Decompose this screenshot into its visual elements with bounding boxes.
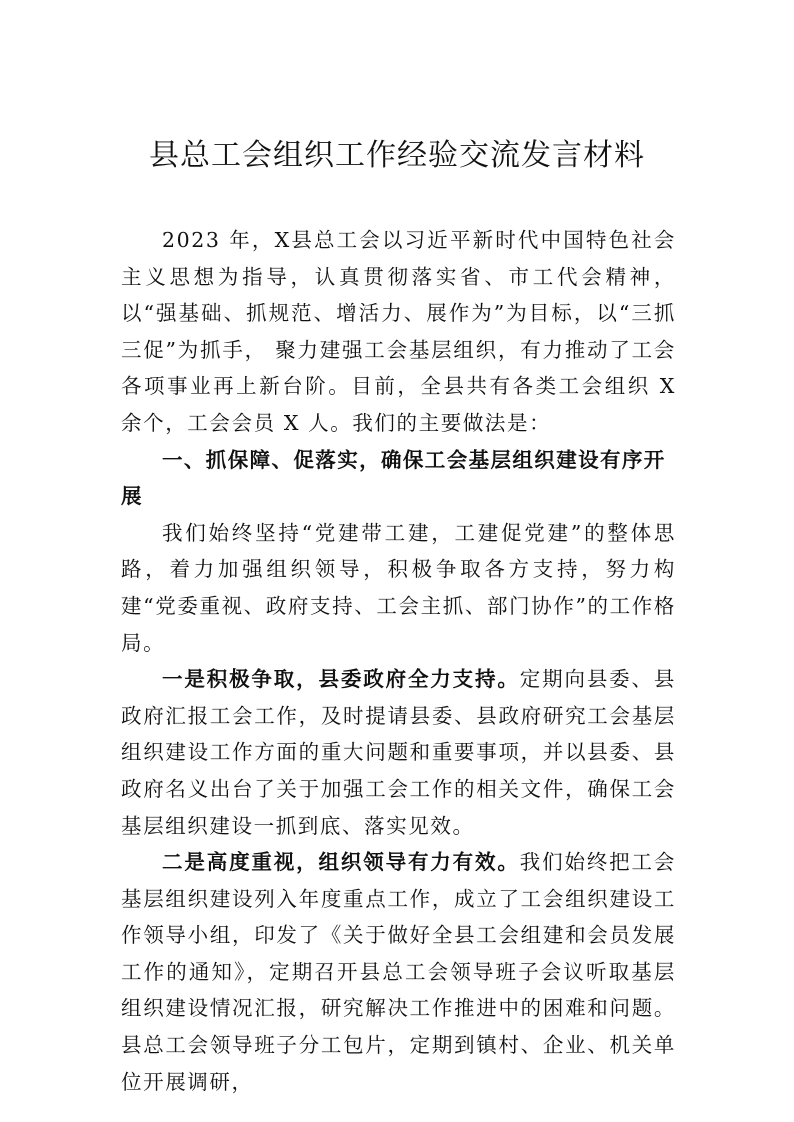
point-1-text: 定期向县委、县政府汇报工会工作，及时提请县委、县政府研究工会基层组织建设工作方面的重大问题和重要事项，并以县委、县政府名义出台了关于加强工会工作的相关文件，确保工会基层组织建设一抓到底、落实见效。 — [121, 667, 677, 838]
point-2-lead: 二是高度重视，组织领导有力有效。 — [162, 850, 520, 875]
section-heading-1: 一、抓保障、促落实，确保工会基层组织建设有序开展 — [121, 447, 666, 509]
section-1-paragraph: 我们始终坚持“党建带工建，工建促党建”的整体思路，着力加强组织领导，积极争取各方支持，努力构建“党委重视、政府支持、工会主抓、部门协作”的工作格局。 — [121, 520, 676, 655]
point-1-lead: 一是积极争取，县委政府全力支持。 — [162, 667, 520, 692]
point-1-paragraph — [121, 661, 676, 844]
document-title: 县总工会组织工作经验交流发言材料 — [149, 138, 645, 173]
document-body — [121, 222, 676, 1100]
point-2-paragraph — [121, 844, 676, 1100]
intro-paragraph: 2023 年，X县总工会以习近平新时代中国特色社会主义思想为指导，认真贯彻落实省、市工代会精神，以“强基础、抓规范、增活力、展作为”为目标，以“三抓三促”为抓手， 聚力建强工会基层组织，有力推动了工会各项事业再上新台阶。目前，全县共有各类工会组织 X 余个，工会会员 X 人。我们的主要做法是： — [121, 228, 676, 435]
point-2-text: 我们始终把工会基层组织建设列入年度重点工作，成立了工会组织建设工作领导小组，印发了《关于做好全县工会组建和会员发展工作的通知》，定期召开县总工会领导班子会议听取基层组织建设情况汇报，研究解决工作推进中的困难和问题。县总工会领导班子分工包片，定期到镇村、企业、机关单位开展调研， — [121, 850, 677, 1094]
